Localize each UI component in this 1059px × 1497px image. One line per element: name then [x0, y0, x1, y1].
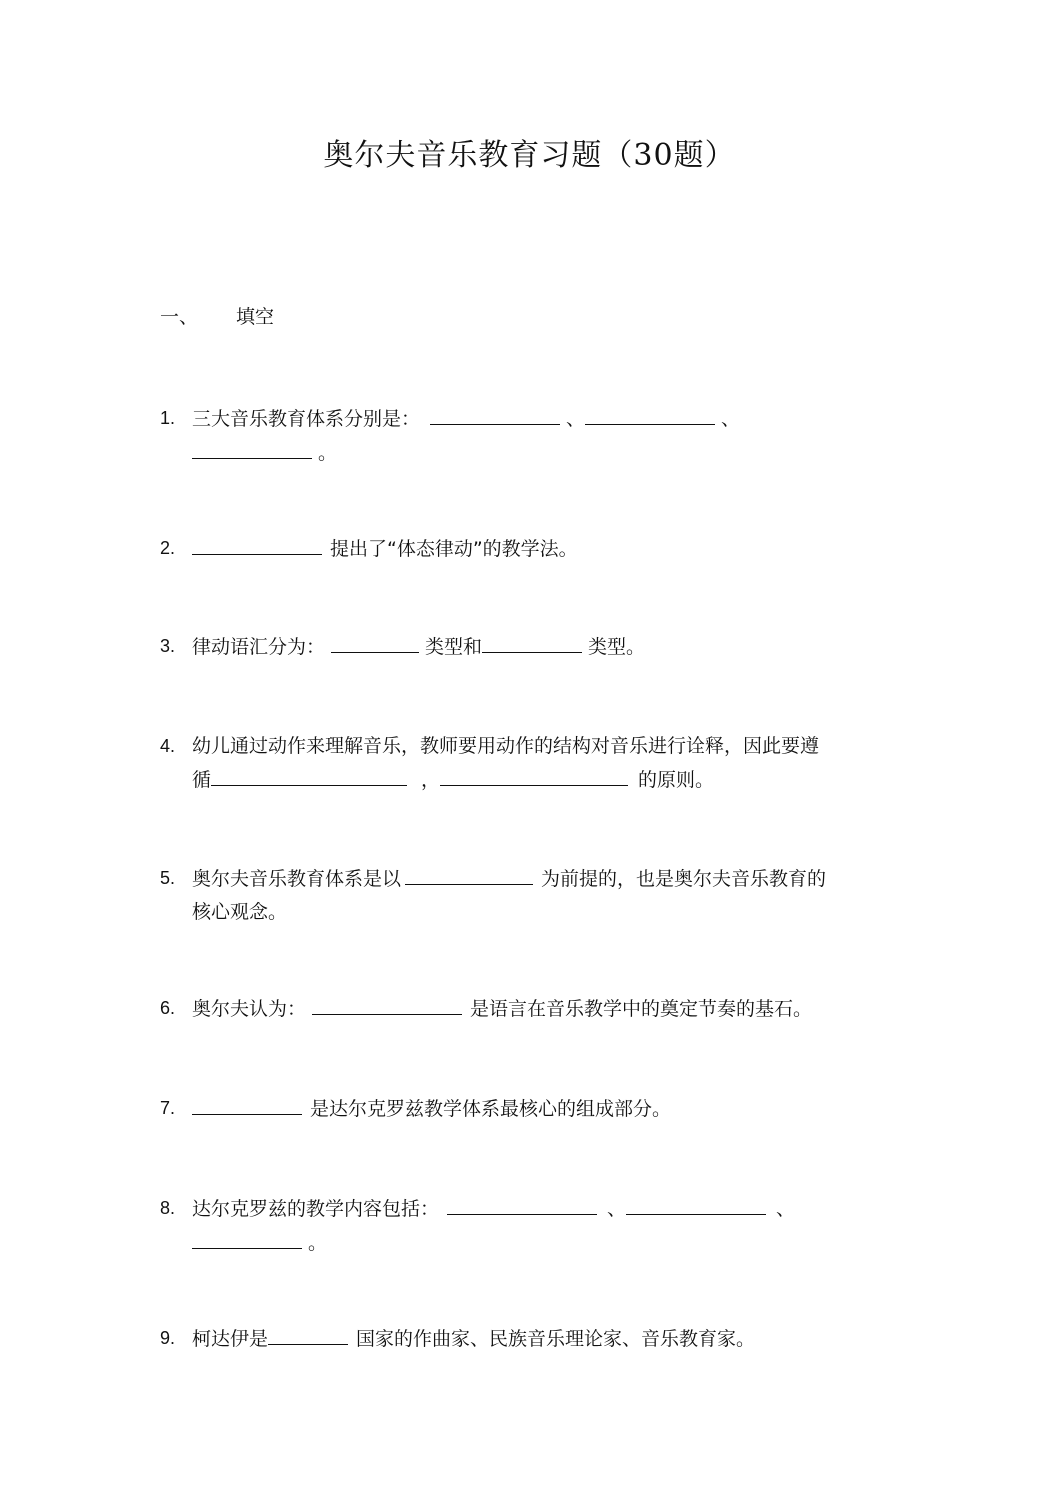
answer-blank[interactable]: [440, 763, 628, 786]
separator: ，: [421, 769, 441, 791]
question-text: 达尔克罗兹的教学内容包括：: [192, 1198, 440, 1220]
answer-blank[interactable]: [192, 1092, 302, 1115]
section-number: 一、: [160, 306, 199, 328]
question-text: 奥尔夫认为：: [192, 998, 307, 1020]
document-title: 奥尔夫音乐教育习题（30题）: [323, 138, 736, 173]
question-number: 7.: [160, 1098, 176, 1118]
answer-blank[interactable]: [268, 1322, 348, 1345]
question-number: 1.: [160, 408, 176, 428]
question-number: 8.: [160, 1198, 176, 1218]
answer-blank[interactable]: [211, 763, 407, 786]
question-text: 类型和: [425, 636, 483, 658]
answer-blank[interactable]: [430, 402, 560, 425]
question-text: 核心观念。: [192, 901, 288, 923]
question-number: 3.: [160, 636, 176, 656]
question-number: 6.: [160, 998, 176, 1018]
question-5: [160, 862, 900, 929]
section-heading: [160, 302, 274, 332]
separator: 、: [566, 408, 586, 430]
question-text: 是达尔克罗兹教学体系最核心的组成部分。: [310, 1098, 672, 1120]
question-text: 的原则。: [638, 769, 715, 791]
separator: 、: [721, 408, 741, 430]
question-2: [160, 532, 900, 566]
question-text: 是语言在音乐教学中的奠定节奏的基石。: [470, 998, 813, 1020]
question-text: 循: [192, 769, 212, 791]
question-8: [160, 1192, 900, 1260]
section-label: 填空: [236, 306, 275, 328]
answer-blank[interactable]: [447, 1192, 597, 1215]
question-text: 为前提的，也是奥尔夫音乐教育的: [541, 868, 827, 890]
question-number: 4.: [160, 736, 176, 756]
question-text: 类型。: [588, 636, 646, 658]
answer-blank[interactable]: [192, 1226, 302, 1249]
question-text: 律动语汇分为：: [192, 636, 326, 658]
answer-blank[interactable]: [331, 630, 419, 653]
question-4: [160, 730, 900, 797]
separator: 、: [776, 1198, 796, 1220]
question-number: 5.: [160, 868, 176, 888]
question-number: 9.: [160, 1328, 176, 1348]
answer-blank[interactable]: [482, 630, 582, 653]
answer-blank[interactable]: [192, 436, 312, 459]
question-text: 三大音乐教育体系分别是：: [192, 408, 421, 430]
separator: 、: [607, 1198, 627, 1220]
question-text: 奥尔夫音乐教育体系是以: [192, 868, 402, 890]
question-text: 柯达伊是: [192, 1328, 269, 1350]
question-3: [160, 630, 900, 664]
question-text: 提出了“体态律动”的教学法。: [330, 538, 578, 560]
question-number: 2.: [160, 538, 176, 558]
question-text: 国家的作曲家、民族音乐理论家、音乐教育家。: [356, 1328, 756, 1350]
question-6: [160, 992, 900, 1026]
answer-blank[interactable]: [312, 992, 462, 1015]
question-text: 。: [308, 1232, 328, 1254]
answer-blank[interactable]: [192, 532, 322, 555]
question-text: 。: [318, 442, 338, 464]
answer-blank[interactable]: [405, 862, 533, 885]
question-text: 幼儿通过动作来理解音乐，教师要用动作的结构对音乐进行诠释，因此要遵: [192, 735, 820, 757]
question-7: [160, 1092, 900, 1126]
answer-blank[interactable]: [626, 1192, 766, 1215]
question-9: [160, 1322, 900, 1356]
answer-blank[interactable]: [585, 402, 715, 425]
question-1: [160, 402, 900, 470]
